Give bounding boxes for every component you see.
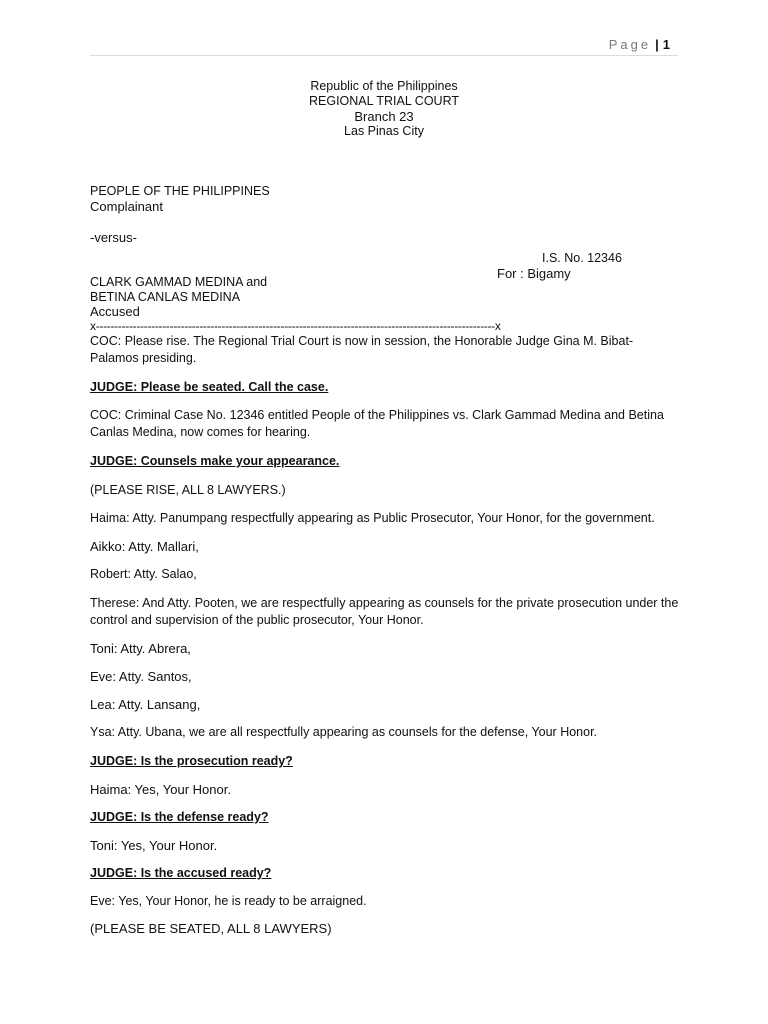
judge-line: JUDGE: Please be seated. Call the case. [90,380,329,394]
transcript-line: Lea: Atty. Lansang, [90,697,201,712]
header-rule [90,55,678,56]
judge-line: JUDGE: Is the accused ready? [90,866,272,880]
page-number-header [609,37,670,52]
transcript-line: COC: Please rise. The Regional Trial Court is now in session, the Honorable Judge Gina M. Bibat-Palamos presiding. [90,334,634,365]
stage-direction: (PLEASE RISE, ALL 8 LAWYERS.) [90,483,286,497]
accused-2: BETINA CANLAS MEDINA [90,290,241,304]
plaintiff-name: PEOPLE OF THE PHILIPPINES [90,184,270,198]
plaintiff-role: Complainant [90,199,163,214]
caption-divider: x------------------------------------------------------------------------------------------------------------x [90,319,501,333]
transcript-line: Aikko: Atty. Mallari, [90,539,199,554]
transcript-line: Toni: Yes, Your Honor. [90,838,218,853]
transcript-line: Toni: Atty. Abrera, [90,641,191,656]
charge-label: For : Bigamy [497,266,571,281]
accused-1: CLARK GAMMAD MEDINA and [90,275,268,289]
stage-direction: (PLEASE BE SEATED, ALL 8 LAWYERS) [90,921,332,936]
transcript-line: Robert: Atty. Salao, [90,567,197,581]
transcript-line: Haima: Atty. Panumpang respectfully appearing as Public Prosecutor, Your Honor, for the government. [90,511,655,525]
is-number: I.S. No. 12346 [542,251,622,265]
court-line-2: REGIONAL TRIAL COURT [308,94,460,108]
transcript-line: Eve: Yes, Your Honor, he is ready to be arraigned. [90,894,367,908]
transcript-line: Haima: Yes, Your Honor. [90,782,231,797]
accused-role: Accused [90,304,140,319]
transcript-line: Therese: And Atty. Pooten, we are respectfully appearing as counsels for the private prosecution under the control and supervision of the public prosecutor, Your Honor. [90,596,679,627]
judge-line: JUDGE: Is the defense ready? [90,810,269,824]
versus-label: -versus- [90,230,137,245]
court-line-1: Republic of the Philippines [310,79,458,93]
court-line-4: Las Pinas City [344,124,424,138]
transcript-line: COC: Criminal Case No. 12346 entitled People of the Philippines vs. Clark Gammad Medina and Betina Canlas Medina, now comes for hearing. [90,408,664,439]
transcript-line: Ysa: Atty. Ubana, we are all respectfully appearing as counsels for the defense, Your Honor. [90,725,598,739]
court-line-3: Branch 23 [354,109,414,124]
page-label: Page [608,37,652,52]
page-separator: | [655,37,659,52]
page-number: 1 [662,37,670,52]
judge-line: JUDGE: Is the prosecution ready? [90,754,293,768]
judge-line: JUDGE: Counsels make your appearance. [90,454,340,468]
transcript-line: Eve: Atty. Santos, [90,669,192,684]
